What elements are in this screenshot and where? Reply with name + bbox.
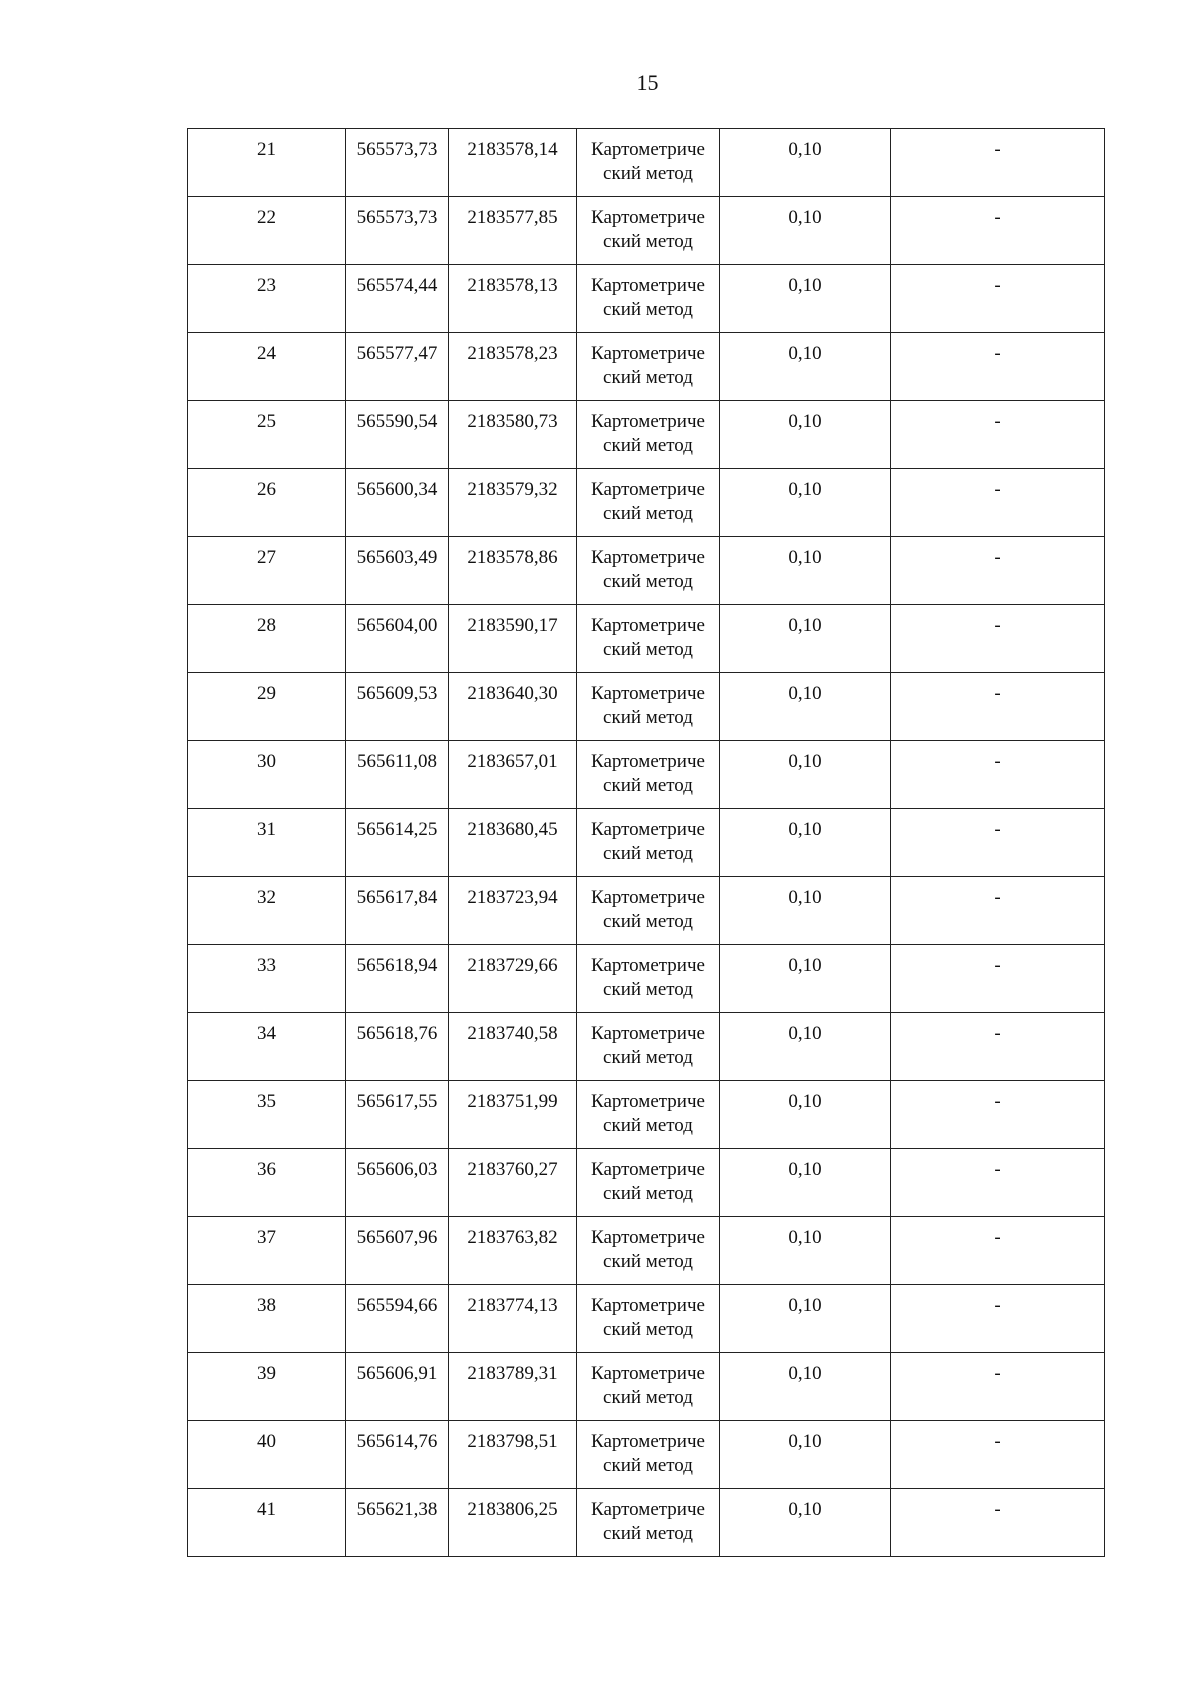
x-coordinate-cell: 565606,91: [346, 1353, 449, 1421]
method-line-1: Картометриче: [591, 207, 705, 228]
y-coordinate-cell: 2183657,01: [449, 741, 577, 809]
accuracy-cell: 0,10: [720, 129, 891, 197]
y-coordinate-cell: 2183578,14: [449, 129, 577, 197]
accuracy-cell: 0,10: [720, 1149, 891, 1217]
method-line-1: Картометриче: [591, 615, 705, 636]
note-cell: -: [891, 945, 1105, 1013]
x-coordinate-cell: 565617,55: [346, 1081, 449, 1149]
y-coordinate-cell: 2183740,58: [449, 1013, 577, 1081]
method-line-2: ский метод: [603, 1115, 693, 1136]
method-line-2: ский метод: [603, 1523, 693, 1544]
point-number-cell: 26: [188, 469, 346, 537]
y-coordinate-cell: 2183577,85: [449, 197, 577, 265]
page-number: 15: [636, 70, 659, 95]
accuracy-cell: 0,10: [720, 469, 891, 537]
method-line-2: ский метод: [603, 1387, 693, 1408]
y-coordinate-cell: 2183789,31: [449, 1353, 577, 1421]
x-coordinate-cell: 565573,73: [346, 129, 449, 197]
method-cell: [577, 1149, 720, 1217]
note-cell: -: [891, 605, 1105, 673]
note-cell: -: [891, 877, 1105, 945]
x-coordinate-cell: 565618,76: [346, 1013, 449, 1081]
method-line-2: ский метод: [603, 1455, 693, 1476]
y-coordinate-cell: 2183760,27: [449, 1149, 577, 1217]
note-cell: -: [891, 333, 1105, 401]
point-number-cell: 25: [188, 401, 346, 469]
note-cell: -: [891, 197, 1105, 265]
y-coordinate-cell: 2183578,13: [449, 265, 577, 333]
method-line-2: ский метод: [603, 1183, 693, 1204]
method-line-2: ский метод: [603, 163, 693, 184]
table-row: [188, 945, 1105, 1013]
point-number-cell: 22: [188, 197, 346, 265]
table-row: [188, 129, 1105, 197]
method-line-1: Картометриче: [591, 683, 705, 704]
accuracy-cell: 0,10: [720, 1081, 891, 1149]
accuracy-cell: 0,10: [720, 401, 891, 469]
method-line-2: ский метод: [603, 299, 693, 320]
method-cell: [577, 401, 720, 469]
method-cell: [577, 1421, 720, 1489]
y-coordinate-cell: 2183680,45: [449, 809, 577, 877]
point-number-cell: 37: [188, 1217, 346, 1285]
coordinates-table-body: [188, 129, 1105, 1557]
y-coordinate-cell: 2183590,17: [449, 605, 577, 673]
method-line-2: ский метод: [603, 911, 693, 932]
method-line-1: Картометриче: [591, 819, 705, 840]
x-coordinate-cell: 565594,66: [346, 1285, 449, 1353]
method-line-2: ский метод: [603, 231, 693, 252]
accuracy-cell: 0,10: [720, 1285, 891, 1353]
coordinates-table: [187, 128, 1105, 1557]
accuracy-cell: 0,10: [720, 741, 891, 809]
point-number-cell: 39: [188, 1353, 346, 1421]
note-cell: -: [891, 1421, 1105, 1489]
note-cell: -: [891, 1285, 1105, 1353]
note-cell: -: [891, 673, 1105, 741]
note-cell: -: [891, 1217, 1105, 1285]
note-cell: -: [891, 469, 1105, 537]
method-line-1: Картометриче: [591, 479, 705, 500]
x-coordinate-cell: 565600,34: [346, 469, 449, 537]
method-line-1: Картометриче: [591, 343, 705, 364]
method-cell: [577, 1217, 720, 1285]
accuracy-cell: 0,10: [720, 537, 891, 605]
method-line-1: Картометриче: [591, 139, 705, 160]
method-line-2: ский метод: [603, 1319, 693, 1340]
method-line-1: Картометриче: [591, 1295, 705, 1316]
point-number-cell: 40: [188, 1421, 346, 1489]
point-number-cell: 41: [188, 1489, 346, 1557]
table-row: [188, 1489, 1105, 1557]
x-coordinate-cell: 565604,00: [346, 605, 449, 673]
accuracy-cell: 0,10: [720, 877, 891, 945]
table-row: [188, 1421, 1105, 1489]
x-coordinate-cell: 565609,53: [346, 673, 449, 741]
method-cell: [577, 469, 720, 537]
method-line-1: Картометриче: [591, 411, 705, 432]
accuracy-cell: 0,10: [720, 265, 891, 333]
x-coordinate-cell: 565590,54: [346, 401, 449, 469]
method-line-1: Картометриче: [591, 1159, 705, 1180]
y-coordinate-cell: 2183579,32: [449, 469, 577, 537]
y-coordinate-cell: 2183578,23: [449, 333, 577, 401]
table-row: [188, 1285, 1105, 1353]
x-coordinate-cell: 565621,38: [346, 1489, 449, 1557]
y-coordinate-cell: 2183640,30: [449, 673, 577, 741]
table-row: [188, 605, 1105, 673]
method-cell: [577, 945, 720, 1013]
x-coordinate-cell: 565607,96: [346, 1217, 449, 1285]
point-number-cell: 30: [188, 741, 346, 809]
table-row: [188, 741, 1105, 809]
method-line-2: ский метод: [603, 503, 693, 524]
point-number-cell: 38: [188, 1285, 346, 1353]
note-cell: -: [891, 1489, 1105, 1557]
y-coordinate-cell: 2183580,73: [449, 401, 577, 469]
note-cell: -: [891, 1013, 1105, 1081]
point-number-cell: 23: [188, 265, 346, 333]
y-coordinate-cell: 2183806,25: [449, 1489, 577, 1557]
accuracy-cell: 0,10: [720, 673, 891, 741]
method-line-1: Картометриче: [591, 547, 705, 568]
note-cell: -: [891, 401, 1105, 469]
method-cell: [577, 605, 720, 673]
accuracy-cell: 0,10: [720, 1013, 891, 1081]
method-line-1: Картометриче: [591, 887, 705, 908]
y-coordinate-cell: 2183798,51: [449, 1421, 577, 1489]
method-line-2: ский метод: [603, 1047, 693, 1068]
table-row: [188, 1081, 1105, 1149]
method-cell: [577, 877, 720, 945]
point-number-cell: 35: [188, 1081, 346, 1149]
y-coordinate-cell: 2183763,82: [449, 1217, 577, 1285]
accuracy-cell: 0,10: [720, 1353, 891, 1421]
table-row: [188, 265, 1105, 333]
point-number-cell: 32: [188, 877, 346, 945]
note-cell: -: [891, 129, 1105, 197]
method-line-2: ский метод: [603, 571, 693, 592]
table-row: [188, 1013, 1105, 1081]
method-line-1: Картометриче: [591, 751, 705, 772]
table-row: [188, 1149, 1105, 1217]
method-cell: [577, 537, 720, 605]
method-cell: [577, 1353, 720, 1421]
accuracy-cell: 0,10: [720, 197, 891, 265]
method-line-2: ский метод: [603, 367, 693, 388]
method-cell: [577, 809, 720, 877]
method-line-1: Картометриче: [591, 1363, 705, 1384]
y-coordinate-cell: 2183723,94: [449, 877, 577, 945]
y-coordinate-cell: 2183774,13: [449, 1285, 577, 1353]
y-coordinate-cell: 2183578,86: [449, 537, 577, 605]
method-cell: [577, 1081, 720, 1149]
x-coordinate-cell: 565606,03: [346, 1149, 449, 1217]
method-cell: [577, 1489, 720, 1557]
x-coordinate-cell: 565603,49: [346, 537, 449, 605]
table-row: [188, 1217, 1105, 1285]
method-line-1: Картометриче: [591, 275, 705, 296]
accuracy-cell: 0,10: [720, 945, 891, 1013]
method-line-2: ский метод: [603, 435, 693, 456]
x-coordinate-cell: 565573,73: [346, 197, 449, 265]
y-coordinate-cell: 2183751,99: [449, 1081, 577, 1149]
note-cell: -: [891, 265, 1105, 333]
method-line-2: ский метод: [603, 979, 693, 1000]
method-cell: [577, 1013, 720, 1081]
table-row: [188, 877, 1105, 945]
x-coordinate-cell: 565574,44: [346, 265, 449, 333]
method-cell: [577, 333, 720, 401]
method-cell: [577, 673, 720, 741]
accuracy-cell: 0,10: [720, 1489, 891, 1557]
x-coordinate-cell: 565617,84: [346, 877, 449, 945]
method-line-2: ский метод: [603, 639, 693, 660]
note-cell: -: [891, 1149, 1105, 1217]
method-cell: [577, 741, 720, 809]
x-coordinate-cell: 565618,94: [346, 945, 449, 1013]
method-cell: [577, 265, 720, 333]
note-cell: -: [891, 1353, 1105, 1421]
point-number-cell: 27: [188, 537, 346, 605]
method-line-1: Картометриче: [591, 1431, 705, 1452]
method-line-1: Картометриче: [591, 1227, 705, 1248]
point-number-cell: 21: [188, 129, 346, 197]
table-row: [188, 333, 1105, 401]
x-coordinate-cell: 565614,25: [346, 809, 449, 877]
method-cell: [577, 197, 720, 265]
point-number-cell: 28: [188, 605, 346, 673]
note-cell: -: [891, 741, 1105, 809]
method-line-2: ский метод: [603, 775, 693, 796]
method-line-2: ский метод: [603, 1251, 693, 1272]
note-cell: -: [891, 809, 1105, 877]
method-line-1: Картометриче: [591, 955, 705, 976]
method-line-2: ский метод: [603, 843, 693, 864]
method-cell: [577, 129, 720, 197]
point-number-cell: 36: [188, 1149, 346, 1217]
point-number-cell: 34: [188, 1013, 346, 1081]
y-coordinate-cell: 2183729,66: [449, 945, 577, 1013]
method-cell: [577, 1285, 720, 1353]
accuracy-cell: 0,10: [720, 809, 891, 877]
x-coordinate-cell: 565611,08: [346, 741, 449, 809]
note-cell: -: [891, 1081, 1105, 1149]
method-line-1: Картометриче: [591, 1499, 705, 1520]
table-row: [188, 197, 1105, 265]
table-row: [188, 673, 1105, 741]
accuracy-cell: 0,10: [720, 1217, 891, 1285]
table-row: [188, 809, 1105, 877]
point-number-cell: 33: [188, 945, 346, 1013]
point-number-cell: 29: [188, 673, 346, 741]
accuracy-cell: 0,10: [720, 605, 891, 673]
note-cell: -: [891, 537, 1105, 605]
method-line-1: Картометриче: [591, 1091, 705, 1112]
method-line-2: ский метод: [603, 707, 693, 728]
x-coordinate-cell: 565577,47: [346, 333, 449, 401]
accuracy-cell: 0,10: [720, 333, 891, 401]
table-row: [188, 469, 1105, 537]
x-coordinate-cell: 565614,76: [346, 1421, 449, 1489]
point-number-cell: 24: [188, 333, 346, 401]
accuracy-cell: 0,10: [720, 1421, 891, 1489]
method-line-1: Картометриче: [591, 1023, 705, 1044]
table-row: [188, 1353, 1105, 1421]
point-number-cell: 31: [188, 809, 346, 877]
table-row: [188, 537, 1105, 605]
table-row: [188, 401, 1105, 469]
